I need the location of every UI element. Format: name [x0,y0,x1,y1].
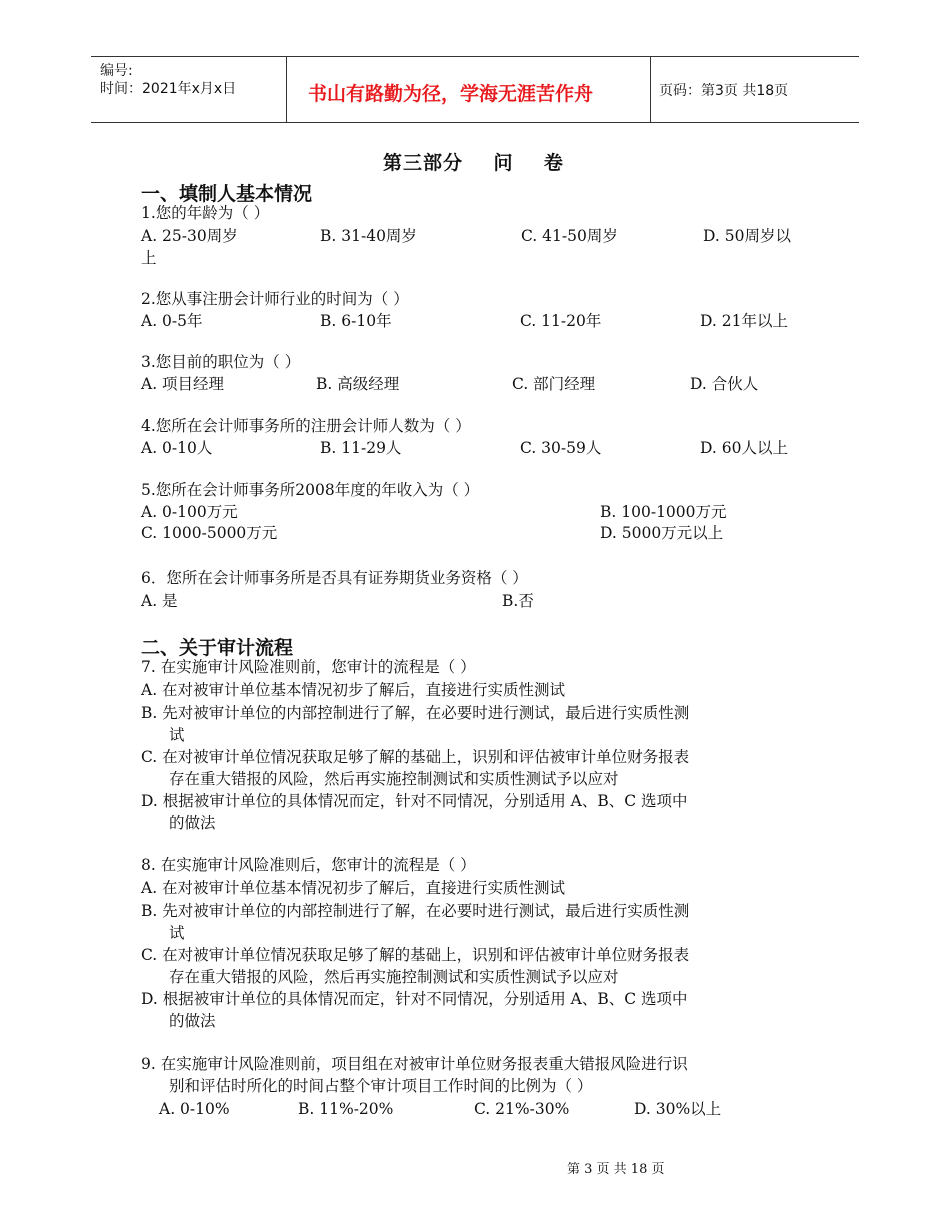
question-8-option-d: D. 根据被审计单位的具体情况而定，针对不同情况，分别适用 A、B、C 选项中 [141,990,688,1008]
header-time-label: 时间：2021年x月x日 [100,81,237,97]
question-4-option-d: D. 60人以上 [700,439,788,457]
question-8-option-b: B. 先对被审计单位的内部控制进行了解，在必要时进行测试，最后进行实质性测 [141,902,690,920]
question-9-option-d: D. 30%以上 [634,1100,722,1118]
question-4-option-b: B. 11-29人 [320,439,402,457]
header-bottom-rule [91,122,859,123]
question-6-stem: 6．您所在会计师事务所是否具有证券期货业务资格（ ） [141,569,528,587]
header-top-rule [91,56,859,57]
question-7-option-a: A. 在对被审计单位基本情况初步了解后，直接进行实质性测试 [141,681,566,699]
question-3-option-c: C. 部门经理 [512,375,596,393]
question-2-option-a: A. 0-5年 [141,312,203,330]
page-title: 第三部分 问 卷 [383,152,564,174]
section-heading-basic-info: 一、填制人基本情况 [141,183,313,205]
question-5-option-d: D. 5000万元以上 [600,524,724,542]
question-8-option-a: A. 在对被审计单位基本情况初步了解后，直接进行实质性测试 [141,879,566,897]
question-8-option-b-continued: 试 [169,924,185,942]
question-3-option-b: B. 高级经理 [316,375,400,393]
question-8-stem: 8. 在实施审计风险准则后，您审计的流程是（ ） [141,856,476,874]
question-1-stem: 1.您的年龄为（ ） [141,204,270,222]
section-heading-audit-process: 二、关于审计流程 [141,637,294,659]
question-9-option-a: A. 0-10% [159,1100,230,1118]
question-1-option-a: A. 25-30周岁 [141,227,238,245]
question-9-stem-continued: 别和评估时所化的时间占整个审计项目工作时间的比例为（ ） [169,1077,593,1095]
question-6-option-b: B.否 [502,592,534,610]
question-4-stem: 4.您所在会计师事务所的注册会计师人数为（ ） [141,417,471,435]
question-2-option-c: C. 11-20年 [520,312,602,330]
question-5-option-c: C. 1000-5000万元 [141,524,278,542]
question-6-option-a: A. 是 [141,592,178,610]
question-7-option-b-continued: 试 [169,726,185,744]
question-2-stem: 2.您从事注册会计师行业的时间为（ ） [141,290,409,308]
question-1-option-d-continued: 上 [141,249,157,267]
question-8-option-c-continued: 存在重大错报的风险，然后再实施控制测试和实质性测试予以应对 [169,968,619,986]
header-number-label: 编号: [100,63,133,79]
header-divider-right [650,56,651,123]
page-footer: 第 3 页 共 18 页 [567,1162,665,1177]
question-8-option-c: C. 在对被审计单位情况获取足够了解的基础上，识别和评估被审计单位财务报表 [141,946,690,964]
question-4-option-c: C. 30-59人 [520,439,602,457]
question-2-option-d: D. 21年以上 [700,312,788,330]
question-7-option-d-continued: 的做法 [169,814,216,832]
question-7-option-b: B. 先对被审计单位的内部控制进行了解，在必要时进行测试，最后进行实质性测 [141,704,690,722]
header-motto: 书山有路勤为径，学海无涯苦作舟 [308,83,594,105]
question-9-option-c: C. 21%-30% [474,1100,570,1118]
question-1-option-d: D. 50周岁以 [703,227,791,245]
question-8-option-d-continued: 的做法 [169,1012,216,1030]
question-9-stem: 9. 在实施审计风险准则前，项目组在对被审计单位财务报表重大错报风险进行识 [141,1055,688,1073]
question-7-option-d: D. 根据被审计单位的具体情况而定，针对不同情况，分别适用 A、B、C 选项中 [141,792,688,810]
question-4-option-a: A. 0-10人 [141,439,213,457]
question-5-stem: 5.您所在会计师事务所2008年度的年收入为（ ） [141,481,480,499]
question-9-option-b: B. 11%-20% [298,1100,394,1118]
header-page-label: 页码：第3页 共18页 [659,83,789,99]
question-7-stem: 7. 在实施审计风险准则前，您审计的流程是（ ） [141,658,476,676]
question-5-option-b: B. 100-1000万元 [600,503,727,521]
question-3-option-a: A. 项目经理 [141,375,225,393]
question-5-option-a: A. 0-100万元 [141,503,238,521]
question-2-option-b: B. 6-10年 [320,312,392,330]
question-3-option-d: D. 合伙人 [690,375,759,393]
header-divider-left [286,56,287,123]
question-7-option-c: C. 在对被审计单位情况获取足够了解的基础上，识别和评估被审计单位财务报表 [141,748,690,766]
question-7-option-c-continued: 存在重大错报的风险，然后再实施控制测试和实质性测试予以应对 [169,770,619,788]
question-1-option-c: C. 41-50周岁 [521,227,618,245]
question-1-option-b: B. 31-40周岁 [320,227,417,245]
question-3-stem: 3.您目前的职位为（ ） [141,353,301,371]
